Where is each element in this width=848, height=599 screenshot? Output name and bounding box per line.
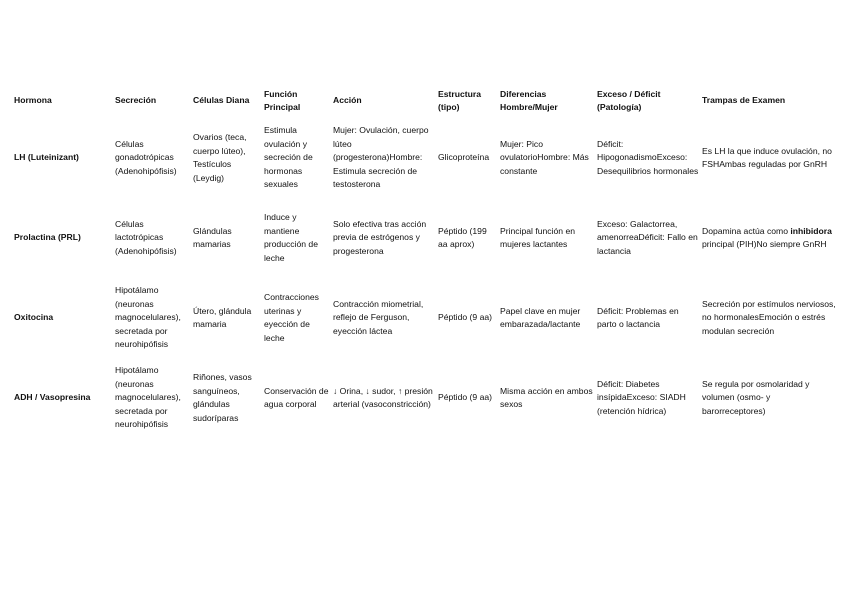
cell-celulas-diana: Ovarios (teca, cuerpo lúteo), Testículos (Leydig) [193,132,247,183]
cell-diferencias: Misma acción en ambos sexos [500,385,593,409]
cell-hormona: Oxitocina [14,312,54,323]
cell-secrecion: Células lactotrópicas (Adenohipófisis) [115,218,177,256]
cell-diferencias: Papel clave en mujer embarazada/lactante [500,305,581,329]
header-diferencias: Diferencias Hombre/Mujer [500,88,558,112]
cell-hormona: ADH / Vasopresina [14,392,91,403]
cell-trampas [701,198,837,278]
header-accion: Acción [333,95,362,106]
cell-trampas [701,278,837,358]
trampas-emphasis: inhibidora [790,225,832,236]
cell-celulas-diana: Glándulas mamarias [193,225,232,249]
cell-funcion: Induce y mantiene producción de leche [264,212,318,263]
cell-patologia: Exceso: Galactorrea, amenorreaDéficit: Fallo en lactancia [597,218,698,256]
cell-celulas-diana: Riñones, vasos sanguíneos, glándulas sudoríparas [193,372,252,423]
header-hormona: Hormona [14,95,52,106]
cell-funcion: Contracciones uterinas y eyección de leche [264,292,319,343]
cell-accion: ↓ Orina, ↓ sudor, ↑ presión arterial (vasoconstricción) [333,385,433,409]
cell-diferencias: Mujer: Pico ovulatorioHombre: Más constante [500,138,589,176]
cell-accion: Solo efectiva tras acción previa de estrógenos y progesterona [333,218,427,256]
cell-trampas [701,118,837,198]
cell-estructura: Péptido (9 aa) [438,392,492,403]
cell-trampas [701,358,837,438]
cell-celulas-diana: Útero, glándula mamaria [193,305,252,329]
cell-patologia: Déficit: Diabetes insípidaExceso: SIADH (retención hídrica) [597,378,686,416]
table-row [13,358,837,438]
cell-accion: Mujer: Ovulación, cuerpo lúteo (progesterona)Hombre: Estimula secreción de testosterona [333,125,429,190]
table-row [13,198,837,278]
cell-hormona: LH (Luteinizant) [14,152,79,163]
cell-funcion: Conservación de agua corporal [264,385,329,409]
hormone-table [13,84,837,438]
cell-estructura: Péptido (9 aa) [438,312,492,323]
header-estructura: Estructura (tipo) [438,88,481,112]
cell-secrecion: Hipotálamo (neuronas magnocelulares), secretada por neurohipófisis [115,285,181,350]
header-trampas: Trampas de Examen [702,95,786,106]
cell-estructura: Glicoproteína [438,152,490,163]
cell-accion: Contracción miometrial, reflejo de Ferguson, eyección láctea [333,298,424,336]
header-funcion-principal: Función Principal [264,88,301,112]
table-row [13,118,837,198]
trampas-text-rest: principal (PIH)No siempre GnRH [702,239,827,249]
cell-patologia: Déficit: HipogonadismoExceso: Desequilibrios hormonales [597,138,699,176]
trampas-text: Dopamina actúa como [702,225,791,236]
header-secrecion: Secreción [115,95,157,106]
cell-funcion: Estimula ovulación y secreción de hormonas sexuales [264,125,313,190]
cell-hormona: Prolactina (PRL) [14,232,81,243]
trampas-text: Secreción por estímulos nerviosos, no hormonalesEmoción o estrés modulan secreción [702,298,836,336]
header-celulas-diana: Células Diana [193,95,250,106]
cell-estructura: Péptido (199 aa aprox) [438,225,487,249]
cell-patologia: Déficit: Problemas en parto o lactancia [597,305,679,329]
cell-secrecion: Hipotálamo (neuronas magnocelulares), secretada por neurohipófisis [115,365,181,430]
trampas-text: Es LH la que induce ovulación, no FSHAmbas reguladas por GnRH [702,145,832,169]
header-patologia: Exceso / Déficit (Patología) [597,88,661,112]
table-header-row [13,84,837,118]
cell-diferencias: Principal función en mujeres lactantes [500,225,576,249]
table-row [13,278,837,358]
cell-secrecion: Células gonadotrópicas (Adenohipófisis) [115,138,177,176]
trampas-text: Se regula por osmolaridad y volumen (osmo- y barorreceptores) [702,378,810,416]
